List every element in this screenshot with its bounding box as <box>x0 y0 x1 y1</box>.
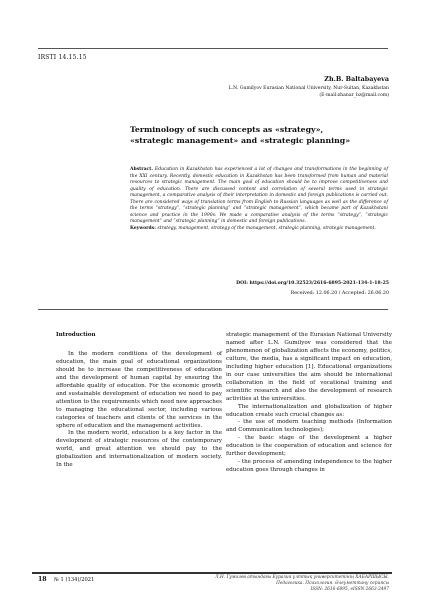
left-column <box>56 332 222 470</box>
journal-info <box>215 575 389 593</box>
body-paragraph: In the modern conditions of the development of education, the main goal of educational organizations should be to increase the competitiveness of education and the development of human capital by ensuring the affordable quality of education. For the economic growth and sustainable development of education we need to pay attention to the requirements which need new approaches to managing the educational sector, including various categories of teachers and clients of the services in the sphere of education and the management activities. <box>56 350 222 429</box>
affiliation-line: L.N. Gumilyov Eurasian National University, Nur-Sultan, Kazakhstan <box>228 86 389 91</box>
abstract-label: Abstract. <box>130 167 153 172</box>
abstract-block <box>130 167 388 232</box>
title-line-1: Terminology of such concepts as «strategy», <box>130 125 324 134</box>
keywords-label: Keywords: <box>130 225 156 231</box>
body-paragraph: In the modern world, education is a key factor in the development of strategic resources of the contemporary world, and great attention we should pay to the globalization and internationalization of modern society. In the <box>56 430 222 469</box>
footer-rule <box>32 572 392 574</box>
list-item: - the basic stage of the development a higher education is the cooperation of education and science for further development; <box>226 435 392 458</box>
top-rule <box>38 48 388 49</box>
list-item: - the process of amending independence to the higher education goes through changes in <box>226 459 392 474</box>
list-item: - the use of modern teaching methods (Information and Communication technologies); <box>226 419 392 434</box>
journal-name: Л.Н. Гумилев атындағы Еуразия ұлттық университетінің ХАБАРШЫСЫ. <box>215 575 389 580</box>
doi-link[interactable]: DOI: https://doi.org/10.32523/2616-6895-2021-134-1-18-25 <box>236 281 389 286</box>
keywords-text: strategy, management, strategy of the management, strategic planning, strategic management. <box>157 225 376 231</box>
author-name: Zh.B. Baltabayeva <box>324 75 389 83</box>
body-paragraph: strategic management of the Eurasian National University named after L.N. Gumilyov was considered that the phenomenon of globalization affects the economy, politics, culture, the media, has a significant impact on education, including higher education [1]. Educational organizations in our case universities the aim should be international collaboration in the field of vocational training and scientific research and also the development of research activities at the universities. <box>226 332 392 402</box>
article-title <box>130 124 370 146</box>
author-email[interactable]: (E-mail:zhanar_bz@mail.com) <box>319 92 389 98</box>
issue-number: № 1 (134)/2021 <box>54 577 95 583</box>
journal-series: Педагогика. Психология. Әлеуметтану сериясы <box>276 581 389 586</box>
body-paragraph: The internationalization and globalization of higher education create such crucial changes as: <box>226 403 392 418</box>
author-affiliation-block <box>229 86 389 99</box>
section-rule <box>38 309 388 310</box>
received-dates: Received: 12.06.20 / Accepted: 26.06.20 <box>290 291 389 296</box>
page-number: 18 <box>38 576 47 583</box>
journal-issn: ISSN: 2616-6895, eISSN 2663-2497 <box>310 587 389 592</box>
right-column <box>226 332 392 475</box>
abstract-text: Education in Kazakhstan has experienced a lot of changes and transformations in the beginning of the XXI century. Recently, domestic education in Kazakhstan has been transformed from human and material resources to strategic management. The main goal of education should be to improve competitiveness and quality of education. There are discussed content and correlation of several terms used in strategic management, a comparative analysis of their interpretation in domestic and foreign publications is carried out. There are considered ways of translation terms from English to Russian languages as well as the difference of the terms “strategy”, “strategic planning” and “strategic management”, which became part of Kazakhstani science and practice in the 1990s. We made a comparative analysis of the terms “strategy”, “strategic management” and “strategic planning” in domestic and foreign publications. <box>130 167 388 225</box>
irsti-code: IRSTI 14.15.15 <box>38 54 87 61</box>
section-heading: Introduction <box>56 332 96 338</box>
title-line-2: «strategic management» and «strategic planning» <box>130 136 351 145</box>
